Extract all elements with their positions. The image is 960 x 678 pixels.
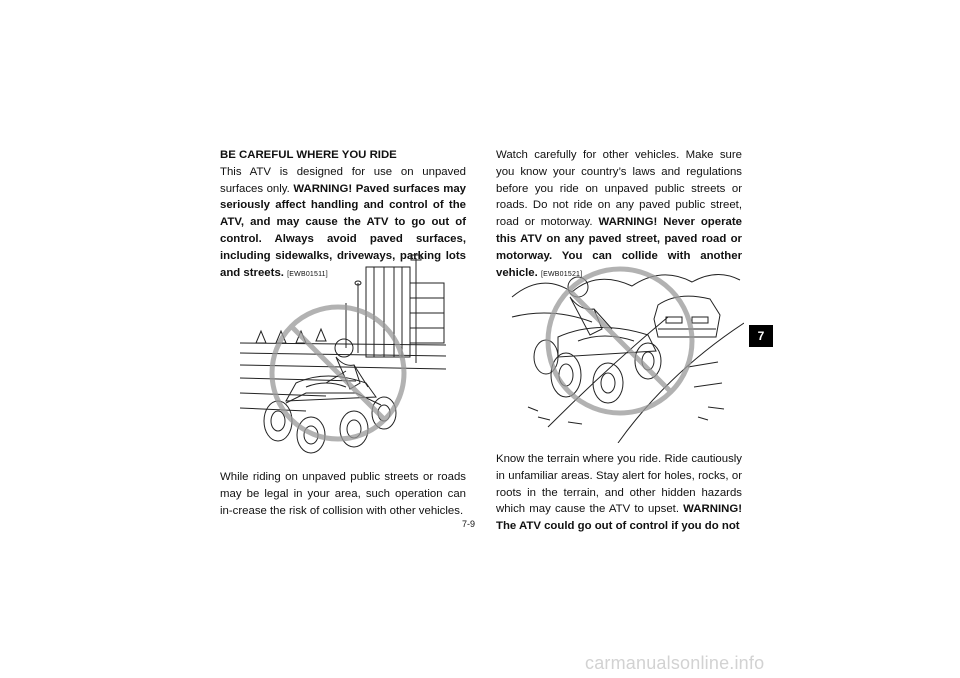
right-warning-text: WARNING! Never operate this ATV on any paved street, paved road or motorway. You can collide with another vehicle.: [496, 216, 742, 279]
left-paragraph-1-text: This ATV is designed for use on unpaved surfaces only.: [220, 165, 466, 195]
atv-paved-street-prohibited-illustration: [236, 253, 450, 458]
right-column-bottom: [496, 451, 742, 535]
left-paragraph-2: While riding on unpaved public streets or roads may be legal in your area, such operation can in-crease the risk of collision with other vehicles.: [220, 471, 466, 517]
atv-road-with-car-prohibited-illustration: [508, 257, 744, 443]
right-paragraph-2: [496, 451, 742, 535]
left-warning-text: WARNING! Paved surfaces may seriously affect handling and control of the ATV, and may cause the ATV to go out of control. Always avoid paved surfaces, including sidewalks, driveways, parking lots and streets.: [220, 182, 467, 279]
page-number: 7-9: [462, 519, 476, 529]
chapter-tab: 7: [749, 325, 773, 347]
right-warning-code: [EWB01521]: [540, 270, 583, 278]
right-warning-2-text: WARNING! The ATV could go out of control if you do not: [496, 503, 742, 533]
section-heading: BE CAREFUL WHERE YOU RIDE: [220, 149, 397, 161]
right-paragraph-2-text: Know the terrain where you ride. Ride cautiously in unfamiliar areas. Stay alert for holes, rocks, or roots in the terrain, and other hidden hazards which may cause the ATV to upset.: [496, 453, 742, 516]
right-paragraph-1-text: Watch carefully for other vehicles. Make sure you know your country’s laws and regulations before you ride on unpaved public streets or roads. Do not ride on any paved public street, road or motorway.: [496, 149, 742, 229]
left-warning-code: [EWB01511]: [287, 270, 328, 278]
left-column-bottom: [220, 469, 466, 519]
watermark: carmanualsonline.info: [585, 653, 765, 673]
